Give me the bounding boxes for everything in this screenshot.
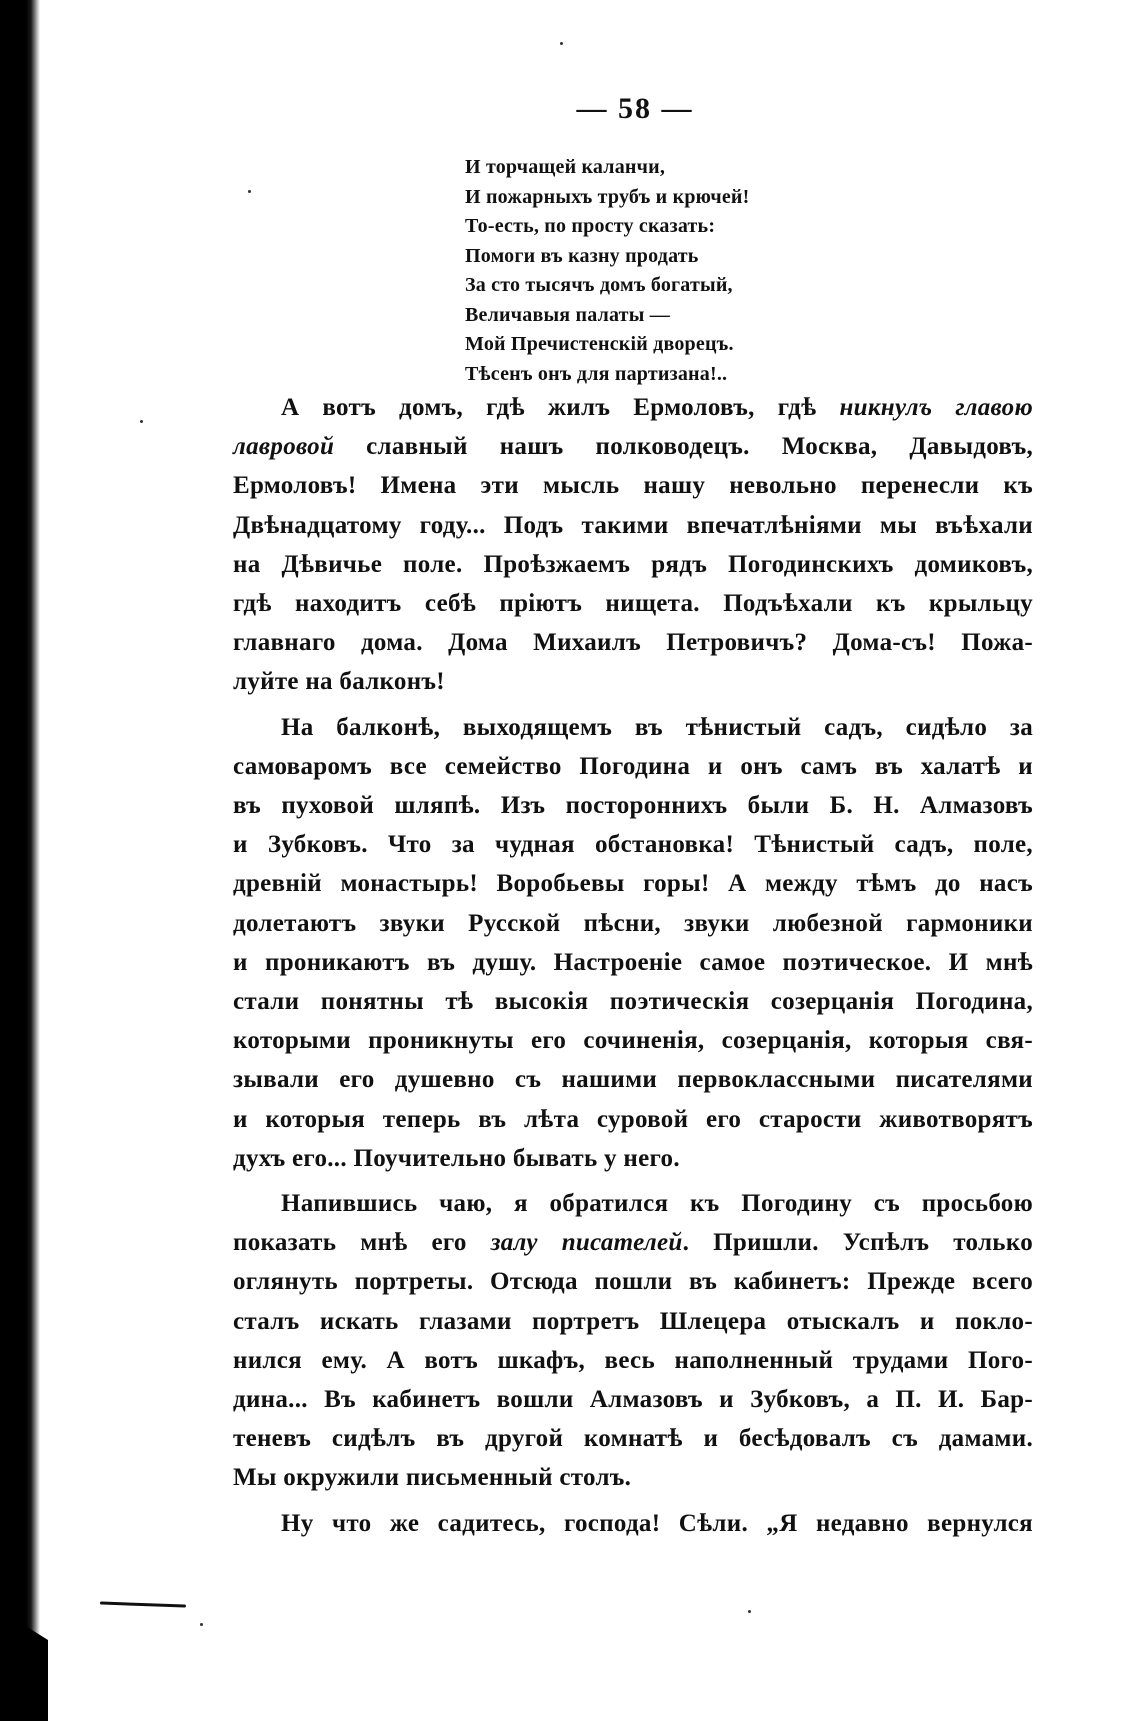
- text-line: главнаго дома. Дома Михаилъ Петровичъ? Дома-съ! Пожа-: [233, 629, 1033, 657]
- text-line: Ермоловъ! Имена эти мысль нашу невольно перенесли къ: [233, 472, 1033, 500]
- text-line: стали понятны тѣ высокія поэтическія созерцанія Погодина,: [233, 988, 1033, 1016]
- scan-binding-notch: [0, 1610, 48, 1721]
- verse-line: Мой Пречистенскій дворецъ.: [465, 333, 734, 355]
- text-line: зывали его душевно съ нашими первоклассными писателями: [233, 1066, 1033, 1094]
- text-line: Двѣнадцатому году... Подъ такими впечатлѣніями мы въѣхали: [233, 511, 1033, 539]
- text-line: Напившись чаю, я обратился къ Погодину съ просьбою: [281, 1190, 1033, 1218]
- italic-run: залу писателей: [490, 1229, 683, 1257]
- text-line: духъ его... Поучительно бывать у него.: [233, 1144, 680, 1172]
- text-run: показать мнѣ его: [233, 1229, 491, 1257]
- italic-run: никнулъ главою: [839, 394, 1033, 421]
- text-line: дина... Въ кабинетъ вошли Алмазовъ и Зубковъ, а П. И. Бар-: [233, 1386, 1033, 1414]
- text-line: оглянуть портреты. Отсюда пошли въ кабинетъ: Прежде всего: [233, 1268, 1033, 1296]
- text-line: которыми проникнуты его сочиненія, созерцанія, которыя свя-: [233, 1027, 1033, 1055]
- text-line: сталъ искать глазами портретъ Шлецера отыскалъ и покло-: [233, 1307, 1033, 1335]
- verse-line: И торчащей каланчи,: [465, 156, 666, 178]
- text-run: А вотъ домъ, гдѣ жилъ Ермоловъ, гдѣ: [281, 394, 840, 421]
- verse-line: Помоги въ казну продать: [465, 244, 699, 267]
- paragraph-4: [233, 1504, 1033, 1543]
- scan-smudge: [100, 1602, 186, 1608]
- scan-speck: [200, 1623, 203, 1626]
- text-line: долетаютъ звуки Русской пѣсни, звуки любезной гармоники: [233, 909, 1033, 937]
- text-line: самоваромъ все семейство Погодина и онъ самъ въ халатѣ и: [233, 752, 1033, 780]
- text-line: гдѣ находитъ себѣ пріютъ нищета. Подъѣхали къ крыльцу: [233, 590, 1033, 618]
- text-line: и которыя теперь въ лѣта суровой его старости животворятъ: [233, 1105, 1033, 1133]
- text-line: Мы окружили письменный столъ.: [233, 1464, 632, 1492]
- text-line: нился ему. А вотъ шкафъ, весь наполненный трудами Пого-: [233, 1346, 1033, 1374]
- paragraph-3: [233, 1184, 1033, 1498]
- text-line: [233, 1223, 1033, 1262]
- text-line: теневъ сидѣлъ въ другой комнатѣ и бесѣдовалъ съ дамами.: [233, 1425, 1033, 1453]
- verse-line: И пожарныхъ трубъ и крючей!: [465, 185, 750, 208]
- scan-speck: [748, 1610, 751, 1613]
- text-line: На балконѣ, выходящемъ въ тѣнистый садъ, сидѣло за: [281, 713, 1033, 741]
- text-line: и Зубковъ. Что за чудная обстановка! Тѣнистый садъ, поле,: [233, 831, 1033, 859]
- scan-binding-edge: [0, 0, 40, 1721]
- scan-speck: [560, 42, 563, 45]
- text-line: [233, 388, 1033, 427]
- text-line: древній монастырь! Воробьевы горы! А между тѣмъ до насъ: [233, 870, 1033, 898]
- text-line: въ пуховой шляпѣ. Изъ постороннихъ были Б. Н. Алмазовъ: [233, 792, 1033, 820]
- scan-speck: [140, 420, 143, 423]
- text-line: Ну что же садитесь, господа! Сѣли. „Я недавно вернулся: [281, 1509, 1033, 1537]
- text-line: на Дѣвичье поле. Проѣзжаемъ рядъ Погодинскихъ домиковъ,: [233, 550, 1033, 578]
- paragraph-1: [233, 388, 1033, 702]
- scan-speck: [248, 190, 251, 193]
- verse-line: Величавыя палаты —: [465, 303, 670, 326]
- text-line: луйте на балконъ!: [233, 668, 445, 696]
- prose-body: [233, 388, 1033, 1543]
- italic-run: лавровой: [233, 433, 335, 461]
- verse-line: То-есть, по просту сказать:: [465, 215, 716, 237]
- verse-line: За сто тысячъ домъ богатый,: [465, 274, 733, 296]
- text-run: славный нашъ полководецъ. Москва, Давыдовъ,: [334, 433, 1033, 461]
- page-number: — 58 —: [576, 92, 694, 125]
- text-line: и проникаютъ въ душу. Настроеніе самое поэтическое. И мнѣ: [233, 948, 1033, 976]
- text-line: [233, 427, 1033, 466]
- verse-block: [465, 153, 865, 389]
- verse-line: Тѣсенъ онъ для партизана!..: [465, 362, 728, 385]
- text-run: . Пришли. Успѣлъ только: [682, 1229, 1033, 1257]
- paragraph-2: [233, 708, 1033, 1178]
